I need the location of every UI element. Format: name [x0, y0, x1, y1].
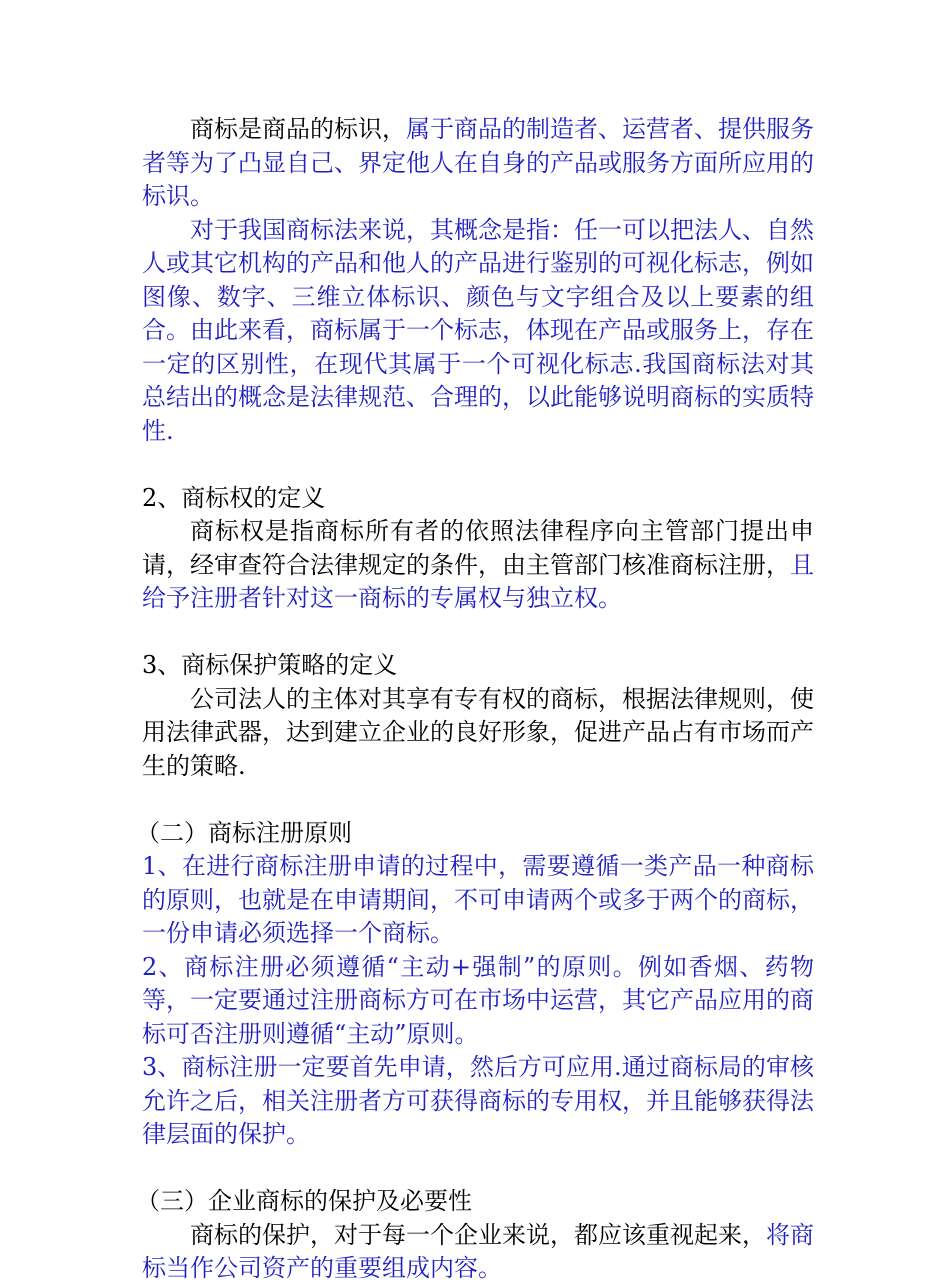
text-segment: 属于商品的制造者、运营者、提供服务者等为了凸显自己、界定他人在自身的产品或服务方面所应用的标识。 [142, 115, 814, 210]
text-segment: 且给予注册者针对这一商标的专属权与独立权。 [142, 550, 814, 612]
paragraph-trademark-right [142, 515, 814, 616]
paragraph-trademark-intro [142, 113, 814, 214]
paragraph-trademark-concept [142, 214, 814, 449]
document-body [136, 113, 814, 1286]
section-heading-protection-strategy: 3、商标保护策略的定义 [142, 651, 398, 679]
text-segment: 商标的保护，对于每一个企业来说，都应该重视起来， [190, 1220, 766, 1249]
spacer [142, 448, 814, 482]
spacer [142, 616, 814, 650]
list-item-principle-2: 2、商标注册必须遵循“主动+强制”的原则。例如香烟、药物等，一定要通过注册商标方可在市场中运营，其它产品应用的商标可否注册则遵循“主动”原则。 [142, 952, 814, 1048]
section-heading-registration-principles: （二）商标注册原则 [136, 818, 352, 847]
text-segment: 将商标当作公司资产的重要组成内容。 [142, 1220, 814, 1282]
paragraph-protection-strategy: 公司法人的主体对其享有专有权的商标，根据法律规则，使用法律武器，达到建立企业的良好形象，促进产品占有市场而产生的策略. [142, 684, 814, 780]
section-heading-enterprise-protection: （三）企业商标的保护及必要性 [136, 1187, 472, 1215]
spacer [142, 1152, 814, 1186]
list-item-principle-1: 1、在进行商标注册申请的过程中，需要遵循一类产品一种商标的原则，也就是在申请期间，不可申请两个或多于两个的商标，一份申请必须选择一个商标。 [142, 852, 814, 947]
paragraph-enterprise-protection [142, 1219, 814, 1286]
spacer [142, 783, 814, 817]
text-segment: 商标是商品的标识， [190, 115, 406, 143]
list-item-principle-3: 3、商标注册一定要首先申请，然后方可应用.通过商标局的审核允许之后，相关注册者方可获得商标的专用权，并且能够获得法律层面的保护。 [142, 1053, 814, 1148]
text-segment: 对于我国商标法来说，其概念是指：任一可以把法人、自然人或其它机构的产品和他人的产品进行鉴别的可视化标志，例如图像、数字、三维立体标识、颜色与文字组合及以上要素的组合。由此来看，商标属于一个标志，体现在产品或服务上，存在一定的区别性，在现代其属于一个可视化标志.我国商标法对其总结出的概念是法律规范、合理的，以此能够说明商标的实质特性. [142, 215, 814, 445]
section-heading-trademark-right: 2、商标权的定义 [142, 483, 326, 512]
text-segment: 商标权是指商标所有者的依照法律程序向主管部门提出申请，经审查符合法律规定的条件，由主管部门核准商标注册， [142, 517, 814, 579]
